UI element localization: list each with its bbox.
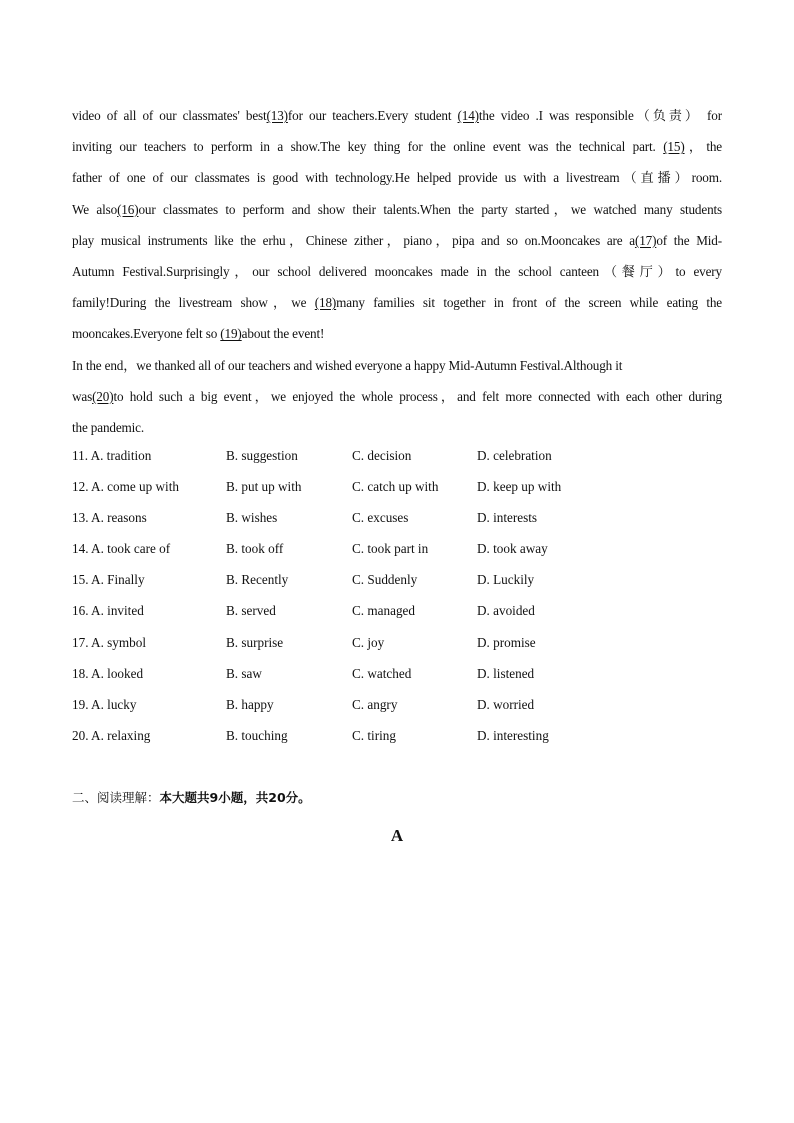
option-a: 12. A. come up with bbox=[72, 478, 179, 494]
option-c: C. decision bbox=[352, 447, 412, 463]
question-row bbox=[72, 533, 722, 564]
option-a: 19. A. lucky bbox=[72, 697, 137, 712]
option-c: C. joy bbox=[352, 634, 385, 650]
option-c: C. angry bbox=[352, 697, 398, 712]
option-b: B. put up with bbox=[226, 478, 302, 494]
section-part1: 本大题共 bbox=[159, 790, 210, 805]
option-c: C. managed bbox=[352, 603, 415, 619]
section-points: 20 bbox=[268, 790, 286, 805]
blank-number: (18) bbox=[314, 295, 337, 311]
question-row bbox=[72, 595, 722, 626]
passage-text: ，the bbox=[684, 139, 722, 155]
passage-line bbox=[72, 318, 722, 349]
option-b: B. Recently bbox=[226, 572, 289, 588]
blank-number: (20) bbox=[92, 388, 114, 404]
cloze-passage bbox=[72, 100, 722, 443]
section-num-questions: 9 bbox=[209, 790, 219, 805]
passage-line bbox=[72, 162, 722, 193]
option-c: C. excuses bbox=[352, 509, 409, 525]
passage-text: inviting our teachers to perform in a show.The key thing for the online event was the technical part. bbox=[72, 139, 664, 155]
option-d: D. Luckily bbox=[477, 572, 535, 588]
option-d: D. listened bbox=[477, 665, 535, 681]
passage-line bbox=[72, 256, 722, 287]
blank-number: (15) bbox=[663, 139, 685, 155]
passage-line bbox=[72, 381, 722, 412]
question-row bbox=[72, 720, 722, 751]
passage-text: We also bbox=[72, 201, 118, 217]
passage-text: video of all of our classmates' best bbox=[72, 108, 267, 123]
section-part2: 小题，共 bbox=[218, 790, 269, 805]
passage-text: to hold such a big event，we enjoyed the whole process，and felt more connected with each other during bbox=[113, 388, 722, 404]
option-b: B. served bbox=[226, 603, 276, 619]
option-c: C. Suddenly bbox=[352, 572, 418, 588]
option-c: C. took part in bbox=[352, 541, 429, 557]
section-part3: 分。 bbox=[285, 790, 311, 805]
option-d: D. avoided bbox=[477, 603, 535, 619]
option-b: B. suggestion bbox=[226, 447, 298, 463]
option-d: D. promise bbox=[477, 634, 536, 650]
passage-line bbox=[72, 194, 722, 225]
option-a: 11. A. tradition bbox=[72, 447, 152, 463]
passage-line bbox=[72, 350, 722, 381]
blank-number: (17) bbox=[634, 232, 657, 248]
passage-text: family!During the livestream show，we bbox=[72, 295, 315, 311]
passage-text: was bbox=[72, 388, 93, 404]
option-a: 17. A. symbol bbox=[72, 634, 147, 650]
option-a: 18. A. looked bbox=[72, 665, 144, 681]
blank-number: (16) bbox=[117, 201, 139, 217]
option-d: D. interesting bbox=[477, 728, 549, 744]
blank-number: (14) bbox=[457, 108, 479, 123]
passage-text: mooncakes.Everyone felt so bbox=[72, 326, 221, 342]
passage-text: of the Mid- bbox=[656, 232, 722, 248]
passage-line bbox=[72, 100, 722, 131]
question-row bbox=[72, 471, 722, 502]
option-a: 15. A. Finally bbox=[72, 572, 145, 588]
passage-letter-heading: A bbox=[390, 826, 404, 845]
option-a: 14. A. took care of bbox=[72, 541, 171, 557]
passage-text: the pandemic. bbox=[72, 419, 145, 435]
option-c: C. tiring bbox=[352, 728, 396, 744]
option-d: D. celebration bbox=[477, 447, 552, 463]
passage-text: about the event! bbox=[241, 326, 325, 342]
option-c: C. catch up with bbox=[352, 478, 439, 494]
passage-text: many families sit together in front of the screen while eating the bbox=[336, 295, 722, 311]
option-b: B. touching bbox=[226, 728, 288, 744]
option-a: 13. A. reasons bbox=[72, 509, 147, 525]
question-row bbox=[72, 689, 722, 720]
option-b: B. happy bbox=[226, 697, 274, 712]
passage-line bbox=[72, 225, 722, 256]
option-c: C. watched bbox=[352, 665, 412, 681]
passage-line bbox=[72, 131, 722, 162]
passage-text: father of one of our classmates is good with technology.He helped provide us with a livestream（直播）room. bbox=[72, 170, 722, 186]
option-a: 20. A. relaxing bbox=[72, 728, 151, 744]
passage-text: for our teachers.Every student bbox=[287, 108, 458, 123]
passage-text: our classmates to perform and show their talents.When the party started，we watched many students bbox=[138, 201, 722, 217]
passage-text: Autumn Festival.Surprisingly，our school delivered mooncakes made in the school canteen（餐厅）to every bbox=[72, 263, 722, 279]
option-b: B. surprise bbox=[226, 634, 284, 650]
option-d: D. keep up with bbox=[477, 478, 562, 494]
passage-text: play musical instruments like the erhu，Chinese zither，piano，pipa and so on.Mooncakes are a bbox=[72, 232, 635, 248]
option-d: D. took away bbox=[477, 541, 548, 557]
option-d: D. interests bbox=[477, 509, 538, 525]
option-b: B. saw bbox=[226, 665, 262, 681]
question-row bbox=[72, 440, 722, 471]
passage-line bbox=[72, 412, 722, 443]
passage-text: In the end，we thanked all of our teachers and wished everyone a happy Mid-Autumn Festival.Although it bbox=[72, 357, 623, 373]
option-a: 16. A. invited bbox=[72, 603, 144, 619]
question-row bbox=[72, 502, 722, 533]
section-prefix: 二、阅读理解： bbox=[72, 790, 160, 805]
blank-number: (13) bbox=[266, 108, 288, 123]
section-heading bbox=[72, 786, 311, 810]
question-row bbox=[72, 564, 722, 595]
question-row bbox=[72, 627, 722, 658]
blank-number: (19) bbox=[220, 326, 242, 342]
option-d: D. worried bbox=[477, 697, 535, 712]
answer-options bbox=[72, 440, 722, 752]
question-row bbox=[72, 658, 722, 689]
option-b: B. took off bbox=[226, 541, 284, 557]
option-b: B. wishes bbox=[226, 509, 278, 525]
passage-text: the video .I was responsible（负责） for bbox=[478, 108, 722, 123]
passage-line bbox=[72, 287, 722, 318]
